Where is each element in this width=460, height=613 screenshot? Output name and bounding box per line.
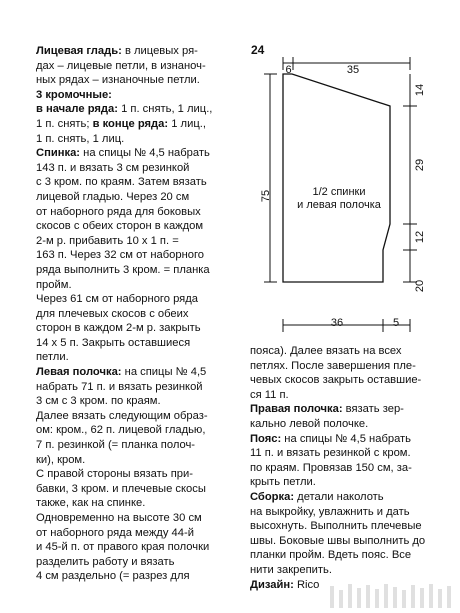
heading-left-front: Левая полочка: [36, 366, 122, 379]
dim-top-35: 35 [346, 64, 360, 76]
paragraph-left-front-cont: пояса). Далее вязать на всех петлях. После завершения пле- чевых скосов закрыть оставшие- ся 11 п. [250, 345, 422, 401]
heading-belt: Пояс: [250, 432, 282, 445]
paragraph-right-front: Правая полочка: вязать зер- кально левой полочке. [250, 403, 404, 430]
right-column [250, 344, 446, 592]
paragraph-left-front: Левая полочка: на спицы № 4,5 набрать 71 п. и вязать резинкой 3 см с 3 кром. по краям. [36, 366, 207, 408]
dim-right-12: 12 [414, 230, 426, 244]
schema-center-label: 1/2 спинки и левая полочка [297, 186, 381, 211]
heading-assembly: Сборка: [250, 490, 295, 503]
heading-stockinette: Лицевая гладь: [36, 45, 122, 57]
paragraph-left-front-3: С правой стороны вязать при- бавки, 3 кром. и плечевые скосы также, как на спинке. Одновременно на высоте 30 см от наборного ряда между 44-й и 45-й п. от правого края полочки разделить работу и вязать 4 см раздельно (= разрез для [36, 468, 210, 583]
piece-outline [283, 74, 390, 282]
paragraph-left-front-2: Далее вязать следующим образ- ом: кром., 62 п. лицевой гладью, 7 п. резинкой (= планка полоч- ки), кром. [36, 409, 208, 466]
paragraph-back-shoulders: Через 61 см от наборного ряда для плечевых скосов с обеих сторон в каждом 2-м р. закрыть 14 х 5 п. Закрыть оставшиеся петли. [36, 293, 201, 364]
watermark-logo [330, 584, 460, 610]
dim-top-6: 6 [285, 64, 292, 76]
dim-bottom-5: 5 [392, 317, 400, 329]
paragraph-assembly: Сборка: детали наколоть на выкройку, увлажнить и дать высохнуть. Выполнить плечевые швы. Боковые швы выполнить до планки пройм. Вдеть пояс. Все нити закрепить. [250, 490, 426, 576]
paragraph-design: Дизайн: Rico [250, 578, 320, 591]
heading-back: Спинка: [36, 147, 81, 160]
heading-edge: 3 кромочные: [36, 88, 112, 101]
dim-right-20: 20 [414, 279, 426, 293]
paragraph-back: Спинка: на спицы № 4,5 набрать 143 п. и вязать 3 см резинкой с 3 кром. по краям. Затем вязать лицевой гладью. Через 20 см от наборного ряда для боковых скосов с обеих сторон в каждом 2-м р. прибавить 10 х 1 п. = 163 п. Через 32 см от наборного ряда выполнить 3 кром. = планка пройм. [36, 147, 210, 291]
paragraph-edge: 3 кромочные: в начале ряда: 1 п. снять, 1 лиц., 1 п. снять; в конце ряда: 1 лиц., 1 п. снять, 1 лиц. [36, 88, 213, 145]
dim-right-29: 29 [414, 158, 426, 172]
paragraph-stockinette: Лицевая гладь: в лицевых ря- дах – лицевые петли, в изнаноч- ных рядах – изнаночные петли. [36, 45, 206, 87]
dim-bottom-36: 36 [330, 317, 344, 329]
dim-left-75: 75 [260, 189, 272, 203]
left-column [36, 44, 236, 584]
pattern-schema [250, 44, 450, 334]
schema-number: 24 [251, 43, 265, 57]
heading-right-front: Правая полочка: [250, 403, 343, 416]
heading-design: Дизайн: [250, 578, 294, 591]
paragraph-belt: Пояс: на спицы № 4,5 набрать 11 п. и вязать резинкой с кром. по краям. Провязав 150 см, за- крыть петли. [250, 432, 412, 489]
dim-right-14: 14 [414, 83, 426, 97]
